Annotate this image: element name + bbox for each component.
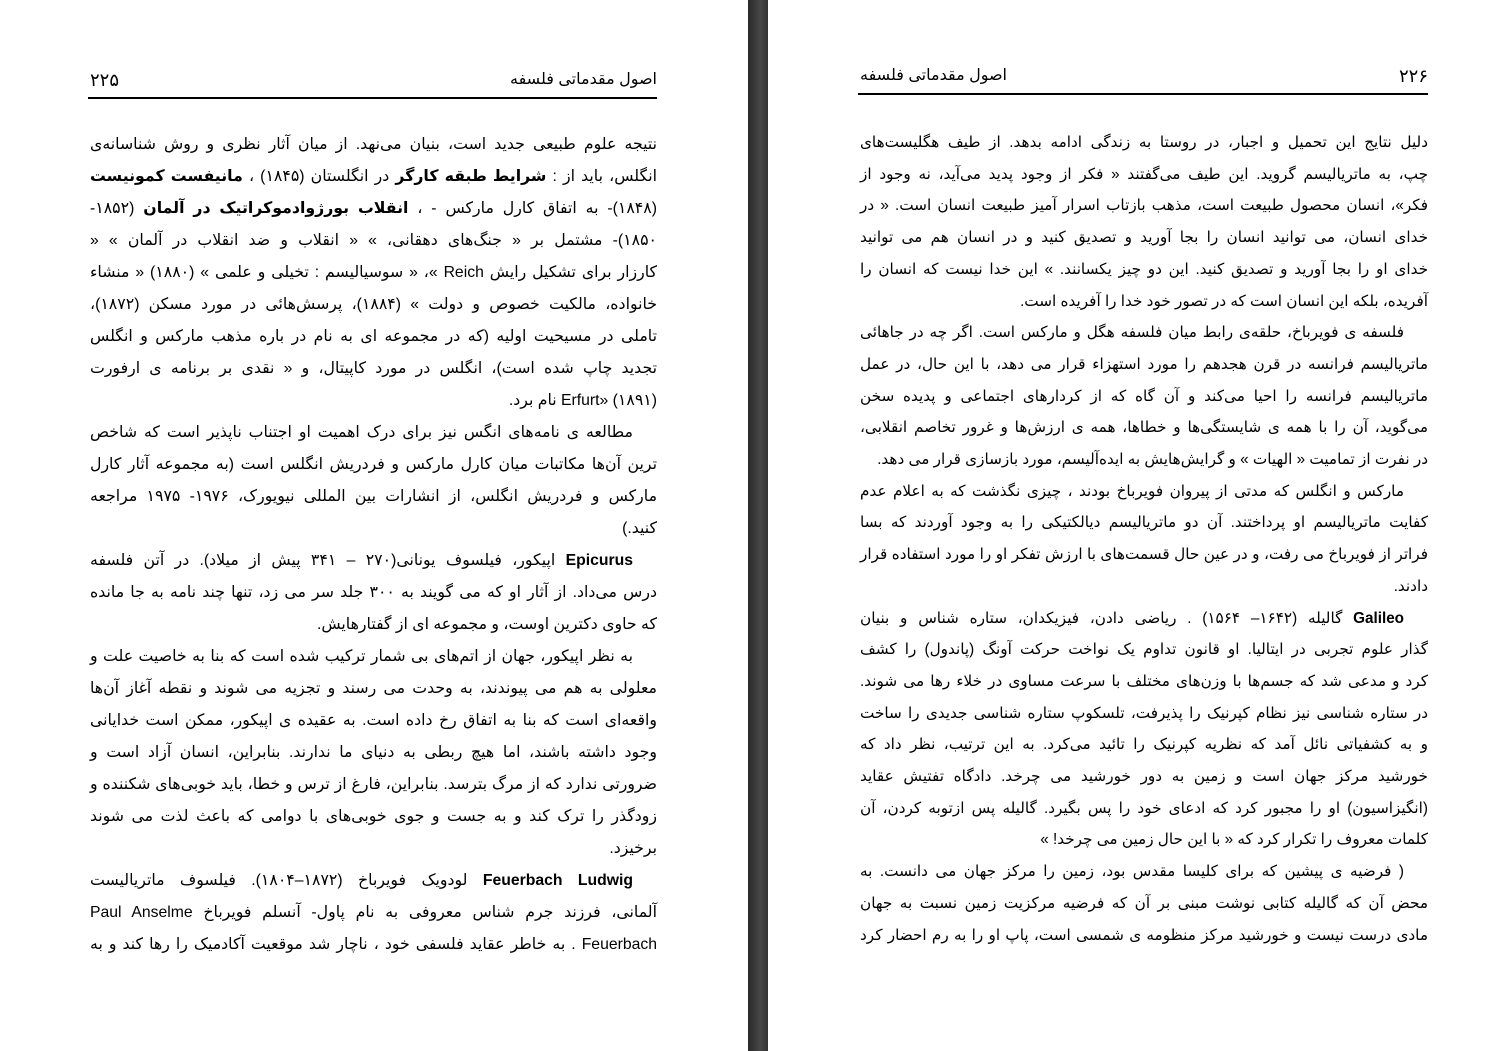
text-line (860, 888, 1428, 920)
text-line (90, 897, 657, 929)
paragraph (90, 865, 657, 961)
text-line (860, 698, 1428, 730)
text-run: درس می‌داد. از آثار او که می گویند به ۳۰۰ جلد سر می زد، تنها چند نامه به جا مانده (90, 584, 657, 601)
text-line (860, 381, 1428, 413)
text-run: کارزار برای تشکیل رایش Reich »، « سوسیالیسم : تخیلی و علمی » (۱۸۸۰) « منشاء (90, 264, 658, 281)
text-run: گذار علوم تجربی در ایتالیا. او قانون تداوم یک نواخت حرکت آونگ (پاندول) را کشف (860, 641, 1428, 659)
text-line (90, 769, 657, 801)
text-run: ضرورتی ندارد که از مرگ بترسد. بنابراین، فارغ از ترس و خطا، باید خوبی‌های شکننده و (90, 776, 657, 793)
text-line (90, 449, 657, 481)
page-number: ۲۲۵ (90, 70, 120, 90)
bold-term: Epicurus (565, 552, 633, 569)
text-line (90, 417, 657, 449)
paragraph (90, 129, 657, 417)
paragraph (860, 603, 1428, 857)
running-title: اصول مقدماتی فلسفه (510, 71, 657, 88)
text-run: تاملی در مسیحیت اولیه (که در مجموعه ای به نام در باره مذهب مارکس و انگلس (90, 328, 657, 345)
text-run: اپیکور، فیلسوف یونانی(۲۷۰ – ۳۴۱ پیش از میلاد). در آتن فلسفه (90, 552, 556, 569)
text-run: کفایت ماتریالیسم او پرداختند. آن دو ماتریالیسم دیالکتیکی را به وجود آوردند که بسا (860, 514, 1428, 532)
text-run: دلیل نتایج این تحمیل و اجبار، در روستا به زندگی ادامه بدهد. از طیف هگلیست‌های (860, 134, 1428, 151)
text-run: ترین آن‌ها مکاتبات میان کارل مارکس و فردریش انگلس است (به مجموعه آثار کارل (90, 456, 657, 473)
text-run: فراتر از فویرباخ می رفت، و در عین حال قسمت‌های با ارزش تفکر او را مورد استفاده قرار (860, 546, 1428, 564)
text-line (860, 793, 1428, 825)
text-run: واقعه‌ای است که بنا به اتفاق رخ داده است. به عقیده ی اپیکور، ممکن است خدایانی (90, 712, 657, 729)
text-run: خانواده، مالکیت خصوص و دولت » (۱۸۸۴)، پرسش‌هائی در مورد مسکن (۱۸۷۲)، (90, 296, 657, 313)
text-line (860, 190, 1428, 222)
page-body (90, 129, 657, 961)
text-line (90, 673, 657, 705)
text-run: فلسفه ی فویرباخ، حلقه‌ی رابط میان فلسفه هگل و مارکس است. اگر چه در جاهائی (860, 324, 1404, 342)
text-run: (۱۸۴۸)- به اتفاق کارل مارکس - ، (417, 200, 657, 217)
text-run: ماتریالیسم فرانسه را احیا می‌کند و آن گاه که از کردارهای اجتماعی و پدیده سخن (860, 387, 1428, 405)
text-line (860, 729, 1428, 761)
text-line (90, 865, 657, 897)
text-line (90, 321, 657, 353)
text-run: لودویک فویرباخ (۱۸۷۲–۱۸۰۴). فیلسوف ماتریالیست (90, 872, 468, 889)
page-number: ۲۲۶ (1398, 66, 1428, 86)
text-run: نتیجه علوم طبیعی جدید است، بنیان می‌نهد. از میان آثار نظری و روش شناسانه‌ی (90, 136, 657, 153)
text-line (860, 666, 1428, 698)
text-line (90, 705, 657, 737)
text-run: مارکس و فردریش انگلس، از انشارات بین المللی نیویورک، ۱۹۷۶- ۱۹۷۵ مراجعه (90, 488, 657, 505)
text-run: Erfurt» (۱۸۹۱) نام برد. (508, 392, 657, 409)
bold-term: انقلاب بورژوادموکراتیک در آلمان (143, 200, 409, 217)
bold-term: Feuerbach Ludwig (482, 872, 633, 889)
text-run: گالیله (۱۶۴۲– ۱۵۶۴) . ریاضی دادن، فیزیکدان، ستاره شناس و بنیان (860, 609, 1343, 627)
text-run: ماتریالیسم فرانسه در قرن هجدهم را مورد استهزاء قرار می دهد، با این حال، در عمل (860, 355, 1428, 373)
paragraph (860, 476, 1428, 603)
text-line (860, 159, 1428, 191)
text-run: که حاوی دکترین اوست، و مجموعه ای از گفتارهایش. (316, 616, 657, 633)
text-line (860, 127, 1428, 159)
text-line (860, 761, 1428, 793)
text-run: وجود داشته باشند، اما هیچ ربطی به دنیای ما ندارند. بنابراین، انسان آزاد است و (90, 744, 657, 761)
paragraph (90, 417, 657, 545)
text-run: و به کشفیاتی نائل آمد که نظریه کپرنیک را تائید می‌کرد. به این ترتیب، نظر داد که (860, 736, 1428, 754)
text-run: در نفرت از تمامیت « الهیات » و گرایش‌هایش به ایده‌آلیسم، مورد بازسازی قرار می دهد. (877, 451, 1428, 469)
text-run: دادند. (1393, 577, 1428, 595)
text-line (860, 254, 1428, 286)
text-run: Feuerbach . به خاطر عقاید فلسفی خود ، ناچار شد موقعیت آکادمیک را رها کند و به (90, 936, 657, 953)
text-run: کرد و مدعی شد که جسم‌ها با وزن‌های مختلف با سرعت مساوی در خلاء رها می شوند. (860, 672, 1428, 690)
text-line (90, 513, 657, 545)
text-line (90, 161, 657, 193)
text-line (90, 737, 657, 769)
text-run: در انگلستان (۱۸۴۵) ، (248, 168, 390, 185)
text-run: برخیزد. (609, 840, 657, 857)
text-run: به نظر اپیکور، جهان از اتم‌های بی شمار ترکیب شده است که بنا به خاصیت علت و (90, 648, 633, 665)
text-run: زودگذر را ترک کند و به جست و جوی خوبی‌های با دوامی که باعث لذت می شوند (90, 808, 657, 825)
header-rule (858, 93, 1428, 95)
text-line (860, 349, 1428, 381)
page-gutter (748, 0, 768, 1051)
text-line (860, 412, 1428, 444)
header-rule (88, 97, 657, 99)
running-title: اصول مقدماتی فلسفه (860, 67, 1007, 84)
text-line (860, 603, 1428, 635)
paragraph (860, 127, 1428, 317)
text-line (860, 286, 1428, 318)
text-run: می‌گوید، آن را با همه ی شایستگی‌ها و خطاها، همه ی ارزش‌ها و غرور تخاصم انقلابی، (860, 419, 1428, 437)
text-line (860, 920, 1428, 952)
text-line (860, 317, 1428, 349)
text-run: (۱۸۵۲- (90, 200, 135, 217)
text-run: ( فرضیه ی پیشین که برای کلیسا مقدس بود، زمین را مرکز جهان می دانست. به (860, 863, 1404, 881)
paragraph (90, 545, 657, 641)
text-line (90, 609, 657, 641)
text-run: خدای او را بجا آورید و تصدیق کنید. این دو چیز یکسانند. » این خدا نیست که انسان را (860, 260, 1428, 278)
text-run: تجدید چاپ شده است)، انگلس در مورد کاپیتال، و « نقدی بر برنامه ی ارفورت (90, 360, 657, 377)
text-line (860, 444, 1428, 476)
text-run: در ستاره شناسی نیز نظام کپرنیک را پذیرفت، تلسکوپ ستاره شناسی جدیدی را ساخت (860, 704, 1428, 722)
text-line (90, 385, 657, 417)
text-run: خورشید مرکز جهان است و زمین به دور خورشید می چرخد. دادگاه تفتیش عقاید (860, 768, 1428, 786)
text-line (90, 641, 657, 673)
page-right (768, 0, 1512, 1051)
text-line (860, 222, 1428, 254)
bold-term: مانیفست کمونیست (90, 168, 243, 185)
bold-term: شرایط طبقه کارگر (395, 168, 547, 185)
text-run: مادی درست نیست و خورشید مرکز منظومه ی شمسی است، پاپ او را به رم احضار کرد (860, 926, 1428, 944)
text-run: محض آن که گالیله کتابی نوشت مبنی بر آن که فرضیه مرکزیت زمین نسبت به جهان (860, 894, 1428, 912)
bold-term: Galileo (1353, 609, 1404, 627)
text-line (860, 824, 1428, 856)
text-line (90, 225, 657, 257)
text-run: مارکس و انگلس که مدتی از پیروان فویرباخ بودند ، چیزی نگذشت که به اعلام عدم (860, 482, 1404, 500)
text-line (90, 129, 657, 161)
text-line (90, 481, 657, 513)
text-run: کلمات معروف را تکرار کرد که « با این حال زمین می چرخد! » (1040, 831, 1428, 849)
text-run: چپ، به ماتریالیسم گروید. این طیف می‌گفتند « فکر از وجود پدید می‌آید، نه وجود از (860, 165, 1428, 183)
text-run: معلولی به هم می پیوندند، به وحدت می رسند و تجزیه می شوند و نقطه آغاز آن‌ها (90, 680, 657, 697)
text-run: (انگیزاسیون) او را مجبور کرد که ادعای خود را پس بگیرد. گالیله پس ازتوبه کردن، آن (860, 799, 1428, 817)
text-run: آفریده، بلکه این انسان است که در تصور خود خدا را آفریده است. (1020, 292, 1428, 310)
text-run: کنید.) (622, 520, 657, 537)
page-body (860, 127, 1428, 951)
text-line (860, 856, 1428, 888)
text-run: انگلس، باید از : (552, 168, 657, 185)
text-line (860, 539, 1428, 571)
text-line (860, 571, 1428, 603)
page-left (0, 0, 748, 1051)
text-line (90, 801, 657, 833)
text-line (860, 634, 1428, 666)
text-run: آلمانی، فرزند جرم شناس معروفی به نام پاول- آنسلم فویرباخ Paul Anselme (90, 904, 657, 921)
paragraph (860, 856, 1428, 951)
text-line (860, 476, 1428, 508)
text-run: ۱۸۵۰)- مشتمل بر « جنگ‌های دهقانی، » « انقلاب و ضد انقلاب در آلمان » « (90, 232, 657, 249)
paragraph (90, 641, 657, 865)
text-line (90, 833, 657, 865)
text-run: خدای انسان، می توانید انسان را بجا آورید و تصدیق کنید و در انسان هم می توانید (860, 229, 1428, 247)
text-run: مطالعه ی نامه‌های انگس نیز برای درک اهمیت او اجتناب ناپذیر است که شاخص (90, 424, 633, 441)
text-line (90, 353, 657, 385)
text-line (90, 929, 657, 961)
text-run: فکر»، انسان محصول طبیعت است، مذهب بازتاب اسرار آمیز طبیعت انسان است. « در (860, 197, 1428, 215)
text-line (860, 507, 1428, 539)
text-line (90, 545, 657, 577)
text-line (90, 289, 657, 321)
text-line (90, 193, 657, 225)
text-line (90, 577, 657, 609)
paragraph (860, 317, 1428, 476)
text-line (90, 257, 657, 289)
